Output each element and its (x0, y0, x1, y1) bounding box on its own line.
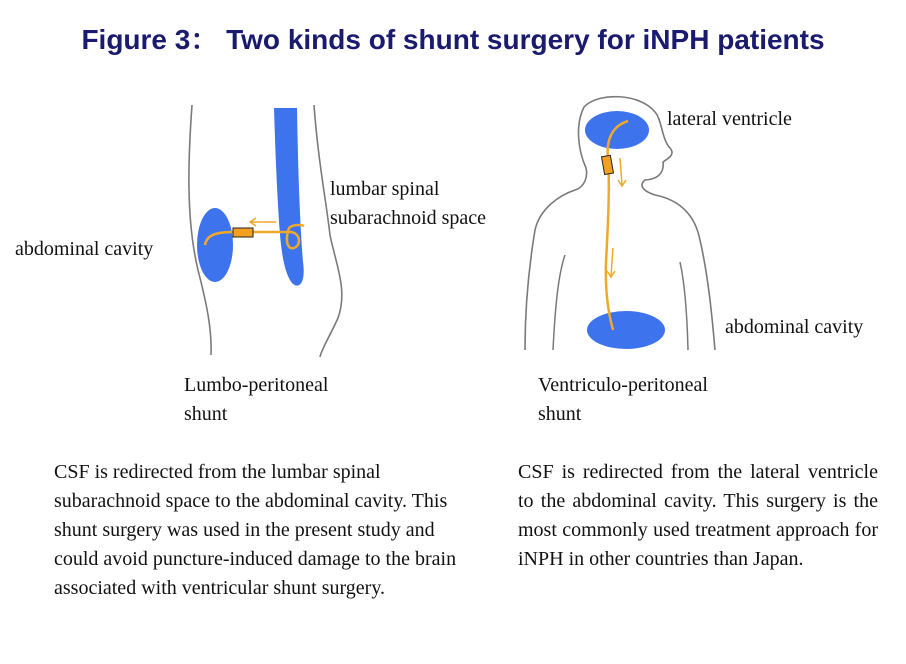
flow-arrow-icon-lower (607, 248, 615, 277)
shunt-name-vp-line2: shunt (538, 403, 582, 425)
label-lateral-ventricle: lateral ventricle (667, 108, 792, 130)
lateral-ventricle (585, 111, 649, 149)
label-lumbar-spinal: lumbar spinal (330, 178, 440, 200)
flow-arrow-icon (250, 218, 276, 226)
abdominal-cavity-vp (587, 311, 665, 349)
figure-title: Figure 3： Two kinds of shunt surgery for iNPH patients (81, 24, 825, 55)
right-arm-inner (680, 262, 688, 350)
shunt-name-vp-line1: Ventriculo-peritoneal (538, 374, 708, 396)
label-abdominal-cavity-left: abdominal cavity (15, 238, 154, 260)
lumbo-peritoneal-diagram (189, 105, 342, 357)
abdominal-cavity (197, 208, 233, 282)
label-subarachnoid-space: subarachnoid space (330, 207, 487, 229)
spinal-subarachnoid-space (274, 108, 304, 286)
shunt-valve-vp (601, 155, 613, 174)
label-abdominal-cavity-right: abdominal cavity (725, 316, 864, 338)
ventriculo-peritoneal-diagram (525, 97, 715, 350)
flow-arrow-icon-upper (618, 158, 626, 186)
shunt-name-lp-line1: Lumbo-peritoneal (184, 374, 329, 396)
shunt-name-lp-line2: shunt (184, 403, 228, 425)
left-arm-inner (553, 255, 565, 350)
caption-ventriculo-peritoneal: CSF is redirected from the lateral ventricle to the abdominal cavity. This surgery is the most commonly used treatment approach for iNPH in other countries than Japan. (518, 461, 878, 570)
shunt-tube-vp (606, 121, 628, 330)
caption-lumbo-peritoneal: CSF is redirected from the lumbar spinal subarachnoid space to the abdominal cavity. This shunt surgery was used in the present study and could avoid puncture-induced damage to the brain associated with ventricular shunt surgery. (54, 461, 457, 599)
shunt-valve (233, 228, 253, 237)
